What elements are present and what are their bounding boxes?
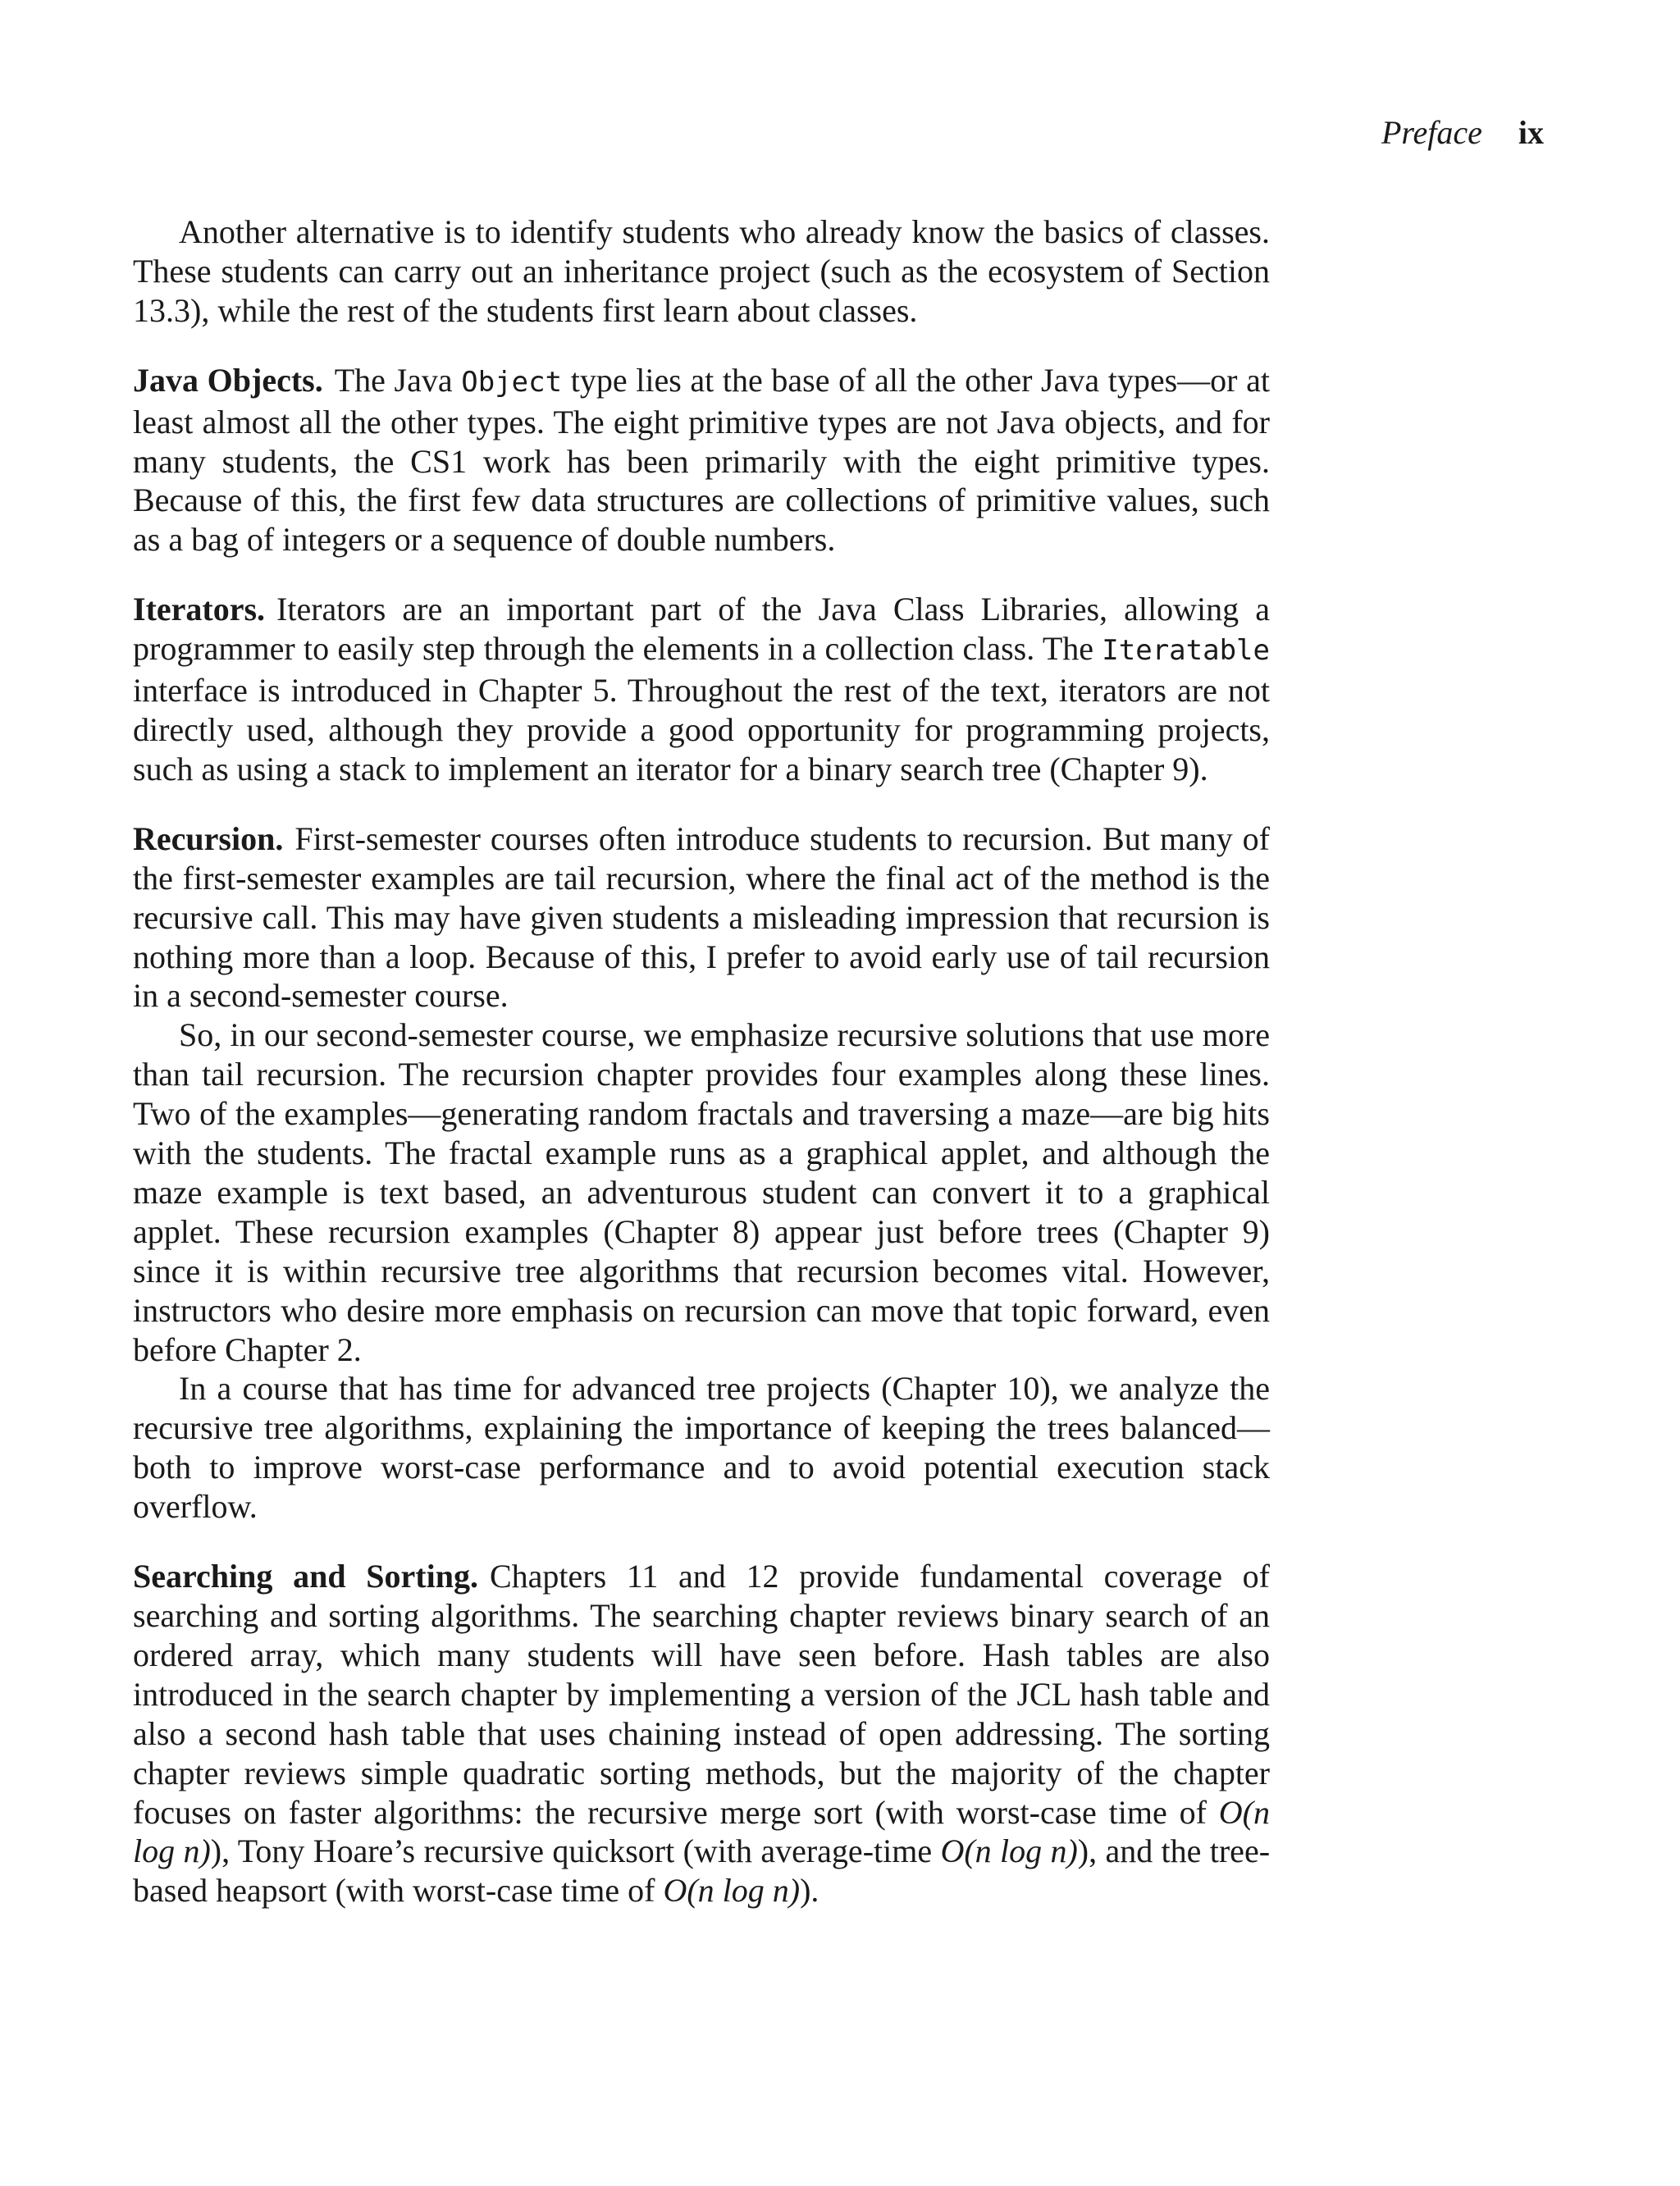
- big-o-quicksort: O(n log n): [940, 1832, 1078, 1870]
- paragraph-java-objects: [133, 361, 1270, 560]
- big-o-merge-sort: O(n log n): [133, 1793, 1270, 1870]
- body-text: [133, 212, 1270, 1910]
- heading-iterators: Iterators.: [133, 591, 266, 628]
- searching-sorting-text-1: Chapters 11 and 12 provide fundamental coverage of searching and sorting algorithms. The searching chapter reviews binary search of an ordered array, which many students will have seen before. Hash tables are also introduced in the search chapter by implementing a version of the JCL hash table and also a second hash table that uses chaining instead of open addressing. The sorting chapter reviews simple quadratic sorting methods, but the majority of the chapter focuses on faster algorithms: the recursive merge sort (with worst-case time of: [133, 1558, 1271, 1831]
- heading-java-objects: Java Objects.: [133, 361, 323, 399]
- running-head-section: Preface: [1381, 114, 1482, 151]
- iterators-text-1: Iterators are an important part of the Java Class Libraries, allowing a programmer to easily step through the elements in a collection class. The: [133, 591, 1270, 668]
- running-head: [1381, 110, 1544, 156]
- big-o-heapsort: O(n log n): [663, 1872, 801, 1910]
- searching-sorting-text-2: ), Tony Hoare’s recursive quicksort (with average-time: [210, 1832, 941, 1870]
- recursion-text: First-semester courses often introduce students to recursion. But many of the first-semester examples are tail recursion, where the final act of the method is the recursive call. This may have given students a misleading impression that recursion is nothing more than a loop. Because of this, I prefer to avoid early use of tail recursion in a second-semester course.: [133, 819, 1270, 1015]
- searching-sorting-text-4: ).: [800, 1872, 819, 1910]
- heading-searching-sorting: Searching and Sorting.: [133, 1558, 478, 1595]
- heading-recursion: Recursion.: [133, 819, 284, 857]
- java-objects-text-2: type lies at the base of all the other Java types—or at least almost all the other types. The eight primitive types are not Java objects, and for many students, the CS1 work has been primarily with the eight primitive types. Because of this, the first few data structures are collections of primitive values, such as a bag of integers or a sequence of double numbers.: [133, 361, 1271, 559]
- paragraph-recursion-third: In a course that has time for advanced tree projects (Chapter 10), we analyze the recursive tree algorithms, explaining the importance of keeping the trees balanced—both to improve worst-case performance and to avoid potential execution stack overflow.: [133, 1370, 1270, 1526]
- paragraph-recursion: [133, 819, 1270, 1016]
- searching-sorting-text-3: ), and the tree-based heapsort (with worst-case time of: [133, 1832, 1271, 1910]
- paragraph-searching-sorting: [133, 1557, 1270, 1910]
- paragraph-alternative: Another alternative is to identify students who already know the basics of classes. These students can carry out an inheritance project (such as the ecosystem of Section 13.3), while the rest of the students first learn about classes.: [133, 213, 1270, 329]
- code-iteratable: Iteratable: [1102, 634, 1270, 668]
- paragraph-iterators: [133, 590, 1270, 789]
- iterators-text-2: interface is introduced in Chapter 5. Throughout the rest of the text, iterators are not directly used, although they provide a good opportunity for programming projects, such as using a stack to implement an iterator for a binary search tree (Chapter 9).: [133, 672, 1270, 787]
- paragraph-recursion-second: So, in our second-semester course, we emphasize recursive solutions that use more than tail recursion. The recursion chapter provides four examples along these lines. Two of the examples—generating random fractals and traversing a maze—are big hits with the students. The fractal example runs as a graphical applet, and although the maze example is text based, an adventurous student can convert it to a graphical applet. These recursion examples (Chapter 8) appear just before trees (Chapter 9) since it is within recursive tree algorithms that recursion becomes vital. However, instructors who desire more emphasis on recursion can move that topic forward, even before Chapter 2.: [133, 1016, 1270, 1368]
- code-object: Object: [461, 365, 563, 399]
- page-number: ix: [1518, 114, 1544, 151]
- java-objects-text-1: The Java: [334, 361, 462, 399]
